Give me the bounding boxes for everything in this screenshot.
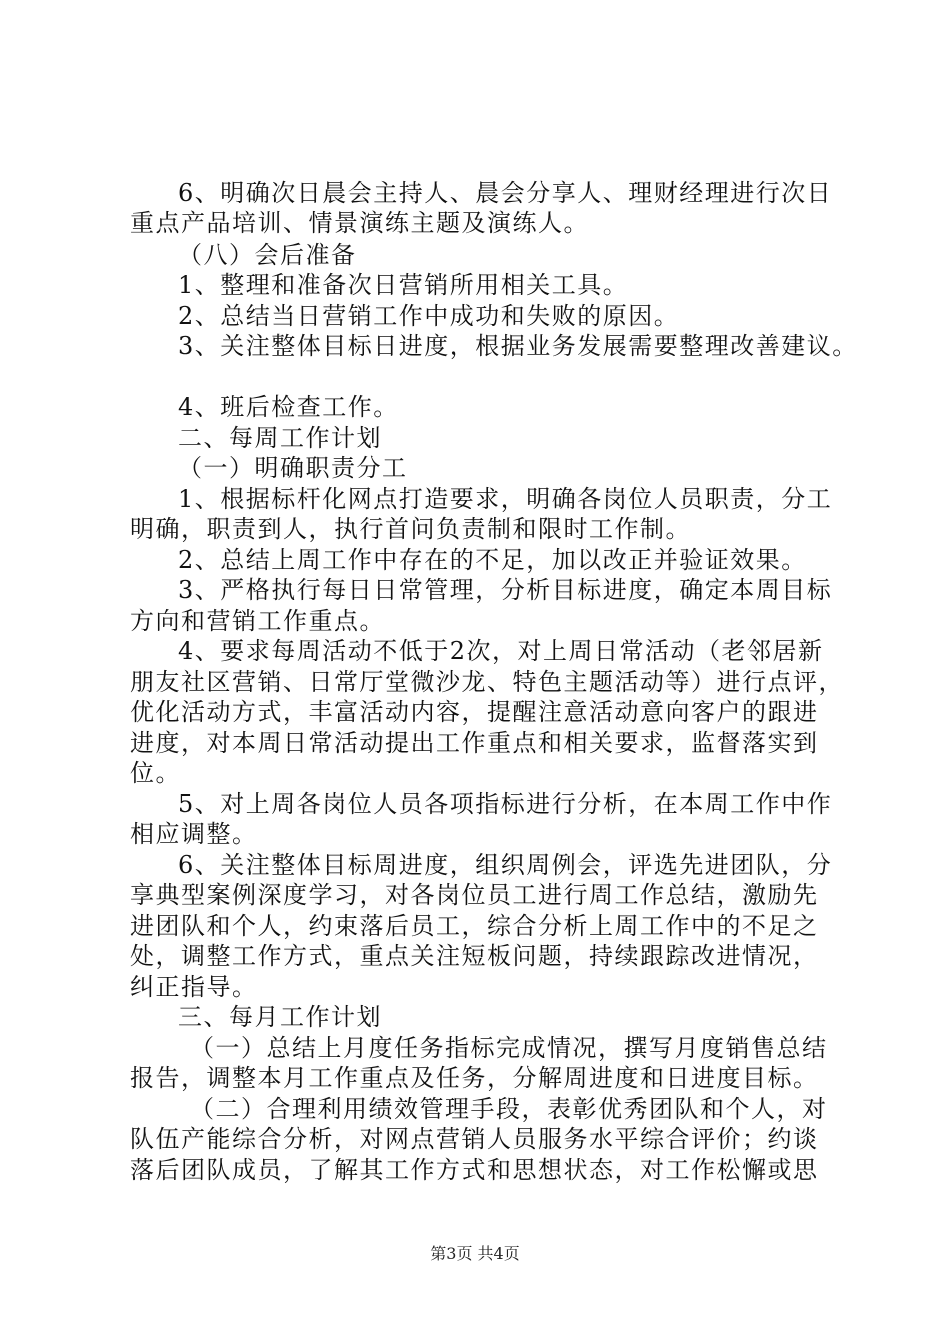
paragraph-line: 享典型案例深度学习，对各岗位员工进行周工作总结，激励先 (130, 881, 819, 909)
section-heading: 二、每周工作计划 (178, 424, 382, 452)
paragraph-line: 处，调整工作方式，重点关注短板问题，持续跟踪改进情况， (130, 942, 819, 970)
paragraph-line: 朋友社区营销、日常厅堂微沙龙、特色主题活动等）进行点评， (130, 668, 844, 696)
paragraph-line: 落后团队成员，了解其工作方式和思想状态，对工作松懈或思 (130, 1156, 819, 1184)
paragraph-line: 5、对上周各岗位人员各项指标进行分析，在本周工作中作 (178, 790, 833, 818)
paragraph-line: 1、根据标杆化网点打造要求，明确各岗位人员职责，分工 (178, 485, 833, 513)
paragraph-line: （二）合理利用绩效管理手段，表彰优秀团队和个人，对 (190, 1095, 828, 1123)
paragraph-line: （一）总结上月度任务指标完成情况，撰写月度销售总结 (190, 1034, 828, 1062)
paragraph-line: 方向和营销工作重点。 (130, 607, 385, 635)
paragraph-line: 相应调整。 (130, 820, 258, 848)
paragraph-line: 明确，职责到人，执行首问负责制和限时工作制。 (130, 515, 691, 543)
paragraph-line: 进度，对本周日常活动提出工作重点和相关要求，监督落实到 (130, 729, 819, 757)
paragraph-line: 3、关注整体目标日进度，根据业务发展需要整理改善建议。 (178, 332, 858, 360)
paragraph-line: 报告，调整本月工作重点及任务，分解周进度和日进度目标。 (130, 1064, 819, 1092)
paragraph-line: 队伍产能综合分析，对网点营销人员服务水平综合评价；约谈 (130, 1125, 819, 1153)
paragraph-line: 优化活动方式，丰富活动内容，提醒注意活动意向客户的跟进 (130, 698, 819, 726)
paragraph-line: 进团队和个人，约束落后员工，综合分析上周工作中的不足之 (130, 912, 819, 940)
paragraph-line: 4、班后检查工作。 (178, 393, 399, 421)
paragraph-line: 2、总结上周工作中存在的不足，加以改正并验证效果。 (178, 546, 807, 574)
paragraph-line: 位。 (130, 759, 181, 787)
paragraph-line: 1、整理和准备次日营销所用相关工具。 (178, 271, 629, 299)
page-number-footer: 第3页 共4页 (430, 1244, 520, 1263)
paragraph-line: 2、总结当日营销工作中成功和失败的原因。 (178, 302, 680, 330)
section-heading: （一）明确职责分工 (178, 454, 408, 482)
paragraph-line: 纠正指导。 (130, 973, 258, 1001)
section-heading: （八）会后准备 (178, 241, 357, 269)
paragraph-line: 重点产品培训、情景演练主题及演练人。 (130, 209, 589, 237)
paragraph-line: 6、关注整体目标周进度，组织周例会，评选先进团队，分 (178, 851, 833, 879)
section-heading: 三、每月工作计划 (178, 1003, 382, 1031)
paragraph-line: 3、严格执行每日日常管理，分析目标进度，确定本周目标 (178, 576, 833, 604)
paragraph-line: 4、要求每周活动不低于2次，对上周日常活动（老邻居新 (178, 637, 824, 665)
paragraph-line: 6、明确次日晨会主持人、晨会分享人、理财经理进行次日 (178, 179, 833, 207)
